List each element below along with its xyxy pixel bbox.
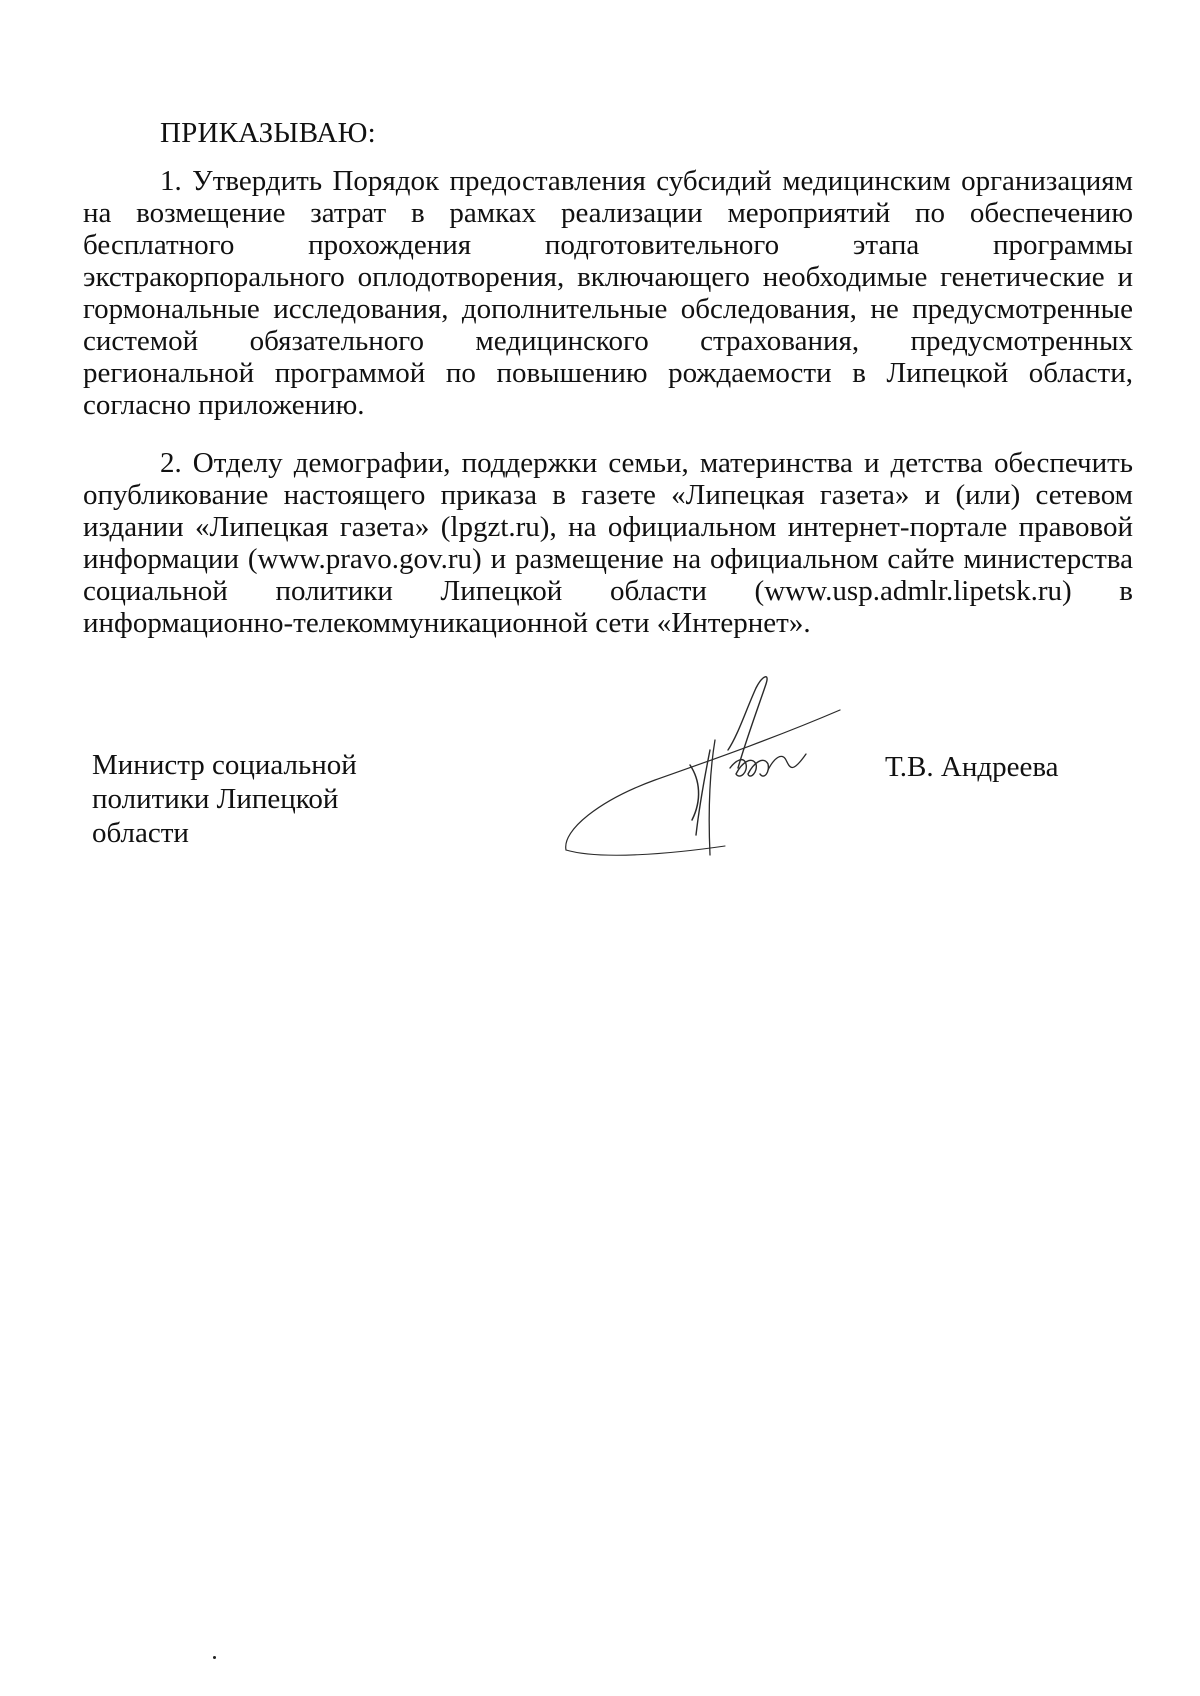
scan-dot	[213, 1656, 216, 1659]
order-item-1: 1. Утвердить Порядок предоставления субсидий медицинским организациям на возмещение затрат в рамках реализации мероприятий по обеспечению бесплатного прохождения подготовительного этапа программы экстракорпорального оплодотворения, включающего необходимые генетические и гормональные исследования, дополнительные обследования, не предусмотренные системой обязательного медицинского страхования, предусмотренных региональной программой по повышению рождаемости в Липецкой области, согласно приложению.	[83, 165, 1133, 421]
position-line-1: Министр социальной	[92, 749, 357, 781]
position-line-3: области	[92, 817, 189, 849]
handwritten-signature	[560, 670, 880, 860]
signatory-position	[92, 748, 432, 850]
order-heading: ПРИКАЗЫВАЮ:	[160, 117, 376, 149]
position-line-2: политики Липецкой	[92, 783, 339, 815]
order-item-2: 2. Отделу демографии, поддержки семьи, материнства и детства обеспечить опубликование настоящего приказа в газете «Липецкая газета» и (или) сетевом издании «Липецкая газета» (lpgzt.ru), на официальном интернет-портале правовой информации (www.pravo.gov.ru) и размещение на официальном сайте министерства социальной политики Липецкой области (www.usp.admlr.lipetsk.ru) в информационно-телекоммуникационной сети «Интернет».	[83, 447, 1133, 639]
signatory-name: Т.В. Андреева	[885, 751, 1059, 783]
